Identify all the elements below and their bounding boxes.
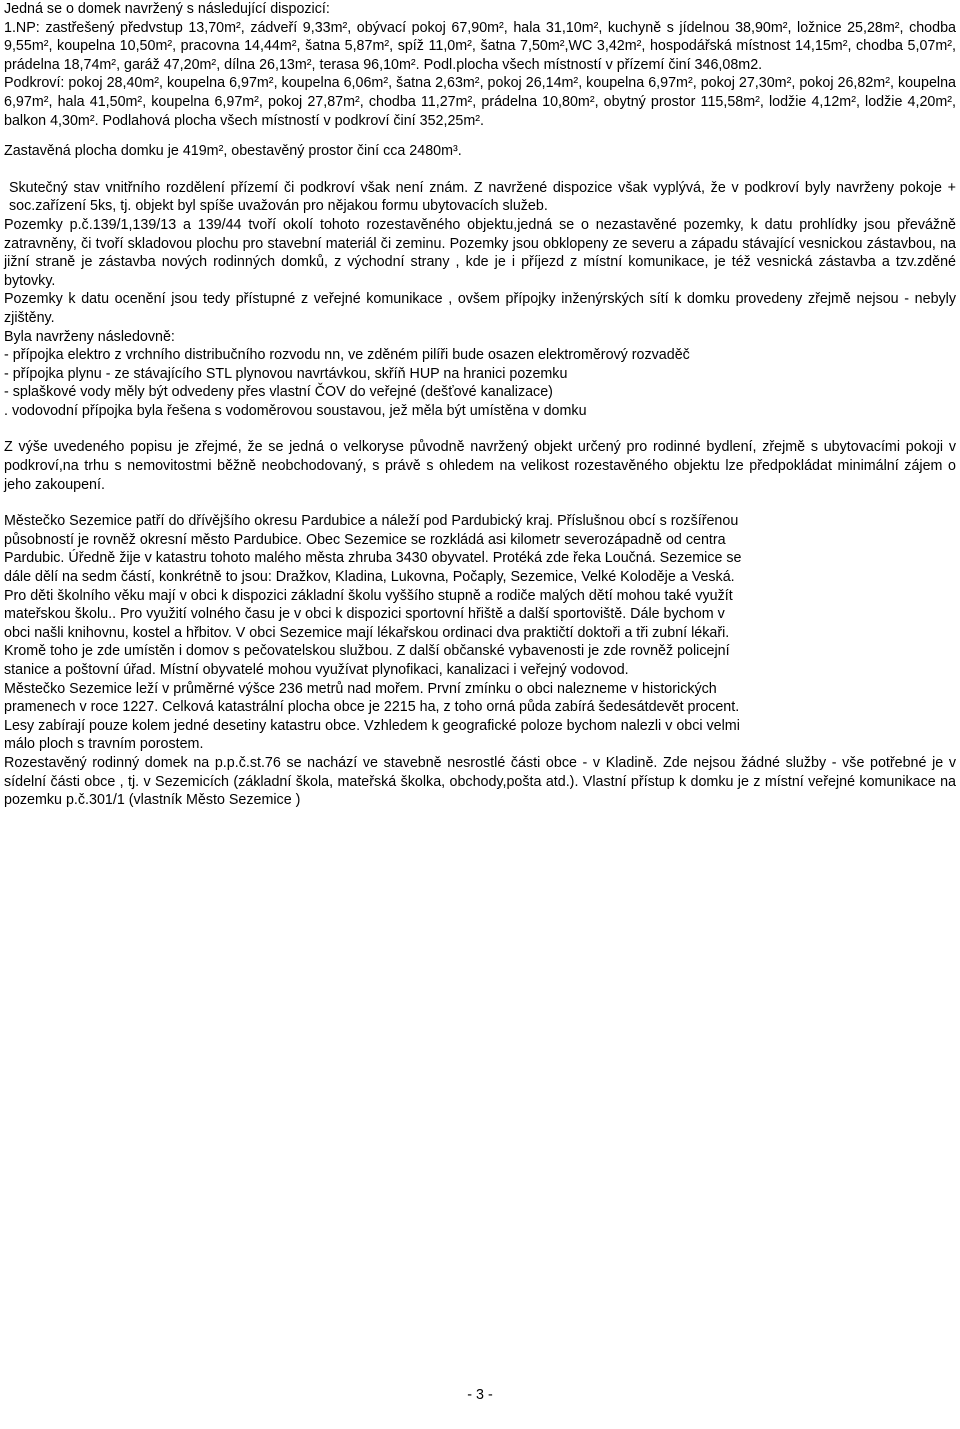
list-item: - splaškové vody měly být odvedeny přes vlastní ČOV do veřejné (dešťové kanalizace) [4, 384, 553, 401]
location-paragraph: Rozestavěný rodinný domek na p.p.č.st.76 se nachází ve stavebně nesrostlé části obce - v Kladině. Zde nejsou žádné služby - vše potřebné je v sídelní části obce , tj. v Sezemicích (základní škola, mateřská školka, obchody,pošta atd.). Vlastní přístup k domku je z místní veřejné komunikace na pozemku p.č.301/1 (vlastník Město Sezemice ) [4, 754, 956, 809]
page-number [0, 1386, 960, 1405]
list-item: - přípojka plynu - ze stávajícího STL plynovou navrtávkou, skříň HUP na hranici pozemku [4, 365, 568, 382]
town-line: stanice a poštovní úřad. Místní obyvatelé mohou využívat plynofikaci, kanalizaci i veřejný vodovod. [4, 662, 629, 678]
town-line: dále dělí na sedm částí, konkrétně to jsou: Dražkov, Kladina, Lukovna, Počaply, Sezemice, Velké Koloděje a Veská. [4, 569, 735, 586]
list-item: . vodovodní přípojka byla řešena s vodoměrovou soustavou, jež měla být umístěna v domku [4, 402, 587, 419]
town-line: Městečko Sezemice patří do dřívějšího okresu Pardubice a náleží pod Pardubický kraj. Příslušnou obcí s rozšířenou [4, 513, 739, 530]
town-line: obci našli knihovnu, kostel a hřbitov. V obci Sezemice mají lékařskou ordinaci dva praktičtí doktoři a tři zubní lékaři. [4, 624, 730, 641]
town-description [4, 512, 956, 754]
utility-list [4, 346, 956, 420]
town-line: mateřskou školu.. Pro využití volného času je v obci k dispozici sportovní hřiště a další sportoviště. Dále bychom v [4, 606, 725, 623]
conclusion-paragraph: Z výše uvedeného popisu je zřejmé, že se jedná o velkoryse původně navržený objekt určený pro rodinné bydlení, zřejmě s ubytovacími pokoji v podkroví,na trhu s nemovitostmi běžně neobchodovaný, s právě s ohledem na velikost rozestavěného objektu lze předpokládat minimální zájem o jeho zakoupení. [4, 439, 956, 493]
plots-paragraph: Pozemky p.č.139/1,139/13 a 139/44 tvoří okolí tohoto rozestavěného objektu,jedná se o nezastavěné pozemky, k datu prohlídky jsou převážně zatravněny, či tvoří skladovou plochu pro stavební materiál či zeminu. Pozemky jsou obklopeny ze severu a západu stávající vesnickou zástavbou, na jižní straně je zástavba nových rodinných domků, z východní strany , kde je i příjezd z místní komunikace, je též vesnická zástavba a tzv.zděné bytovky. [4, 216, 956, 289]
town-line: Pardubic. Úředně žije v katastru tohoto malého města zhruba 3430 obyvatel. Protéká zde řeka Loučná. Sezemice se [4, 550, 742, 567]
town-line: Pro děti školního věku mají v obci k dispozici základní školu vyššího stupně a rodiče malých dětí mohou také využít [4, 587, 733, 604]
town-line: Kromě toho je zde umístěn i domov s pečovatelskou službou. Z další občanské vybavenosti je zde rovněž policejní [4, 643, 730, 660]
town-line: pramenech v roce 1227. Celková katastrální plocha obce je 2215 ha, z toho orná půda zabírá šedesátdevět procent. [4, 699, 740, 716]
town-line: málo ploch s travním porostem. [4, 736, 204, 753]
intro-line: Jedná se o domek navržený s následující dispozicí: [4, 1, 330, 17]
town-line: Městečko Sezemice leží v průměrné výšce 236 metrů nad mořem. První zmínku o obci nalezneme v historických [4, 680, 717, 697]
ground-floor-paragraph: 1.NP: zastřešený předvstup 13,70m², zádveří 9,33m², obývací pokoj 67,90m², hala 31,10m², kuchyně s jídelnou 38,90m², ložnice 25,28m², chodba 9,55m², koupelna 10,50m², pracovna 14,44m², šatna 5,87m², spíž 11,0m², šatna 7,50m²,WC 3,42m², hospodářská místnost 14,15m², chodba 5,07m², prádelna 18,74m², garáž 47,20m², dílna 26,13m², terasa 96,10m². Podl.plocha všech místností v přízemí činí 346,08m2. [4, 19, 956, 73]
actual-state-paragraph: Skutečný stav vnitřního rozdělení přízemí či podkroví však není znám. Z navržené dispozice však vyplývá, že v podkroví byly navrženy pokoje + soc.zařízení 5ks, tj. objekt byl spíše uvažován pro nějakou formu ubytovacích služeb. [9, 179, 956, 215]
list-item: - přípojka elektro z vrchního distribučního rozvodu nn, ve zděném pilíři bude osazen elektroměrový rozvaděč [4, 347, 690, 364]
town-line: působností je rovněž okresní město Pardubice. Obec Sezemice se rozkládá asi kilometr severozápadně od centra [4, 531, 726, 548]
town-line: Lesy zabírají pouze kolem jedné desetiny katastru obce. Vzhledem k geografické poloze bychom nalezli v obci velmi [4, 717, 740, 734]
page-number-text: - 3 - [467, 1387, 493, 1403]
document-page [4, 0, 956, 810]
attic-paragraph: Podkroví: pokoj 28,40m², koupelna 6,97m², koupelna 6,06m², šatna 2,63m², pokoj 26,14m², koupelna 6,97m², pokoj 27,30m², pokoj 26,82m², koupelna 6,97m², hala 41,50m², koupelna 6,97m², pokoj 27,87m², chodba 11,27m², prádelna 10,80m², obytný prostor 115,58m², lodžie 4,12m², lodžie 4,20m², balkon 4,30m². Podlahová plocha všech místností v podkroví činí 352,25m². [4, 75, 956, 129]
built-area-paragraph: Zastavěná plocha domku je 419m², obestavěný prostor činí cca 2480m³. [4, 143, 462, 160]
proposed-heading: Byla navrženy následovně: [4, 328, 175, 345]
valuation-paragraph: Pozemky k datu ocenění jsou tedy přístupné z veřejné komunikace , ovšem přípojky inženýrských sítí k domku provedeny zřejmě nejsou - nebyly zjištěny. [4, 291, 956, 326]
